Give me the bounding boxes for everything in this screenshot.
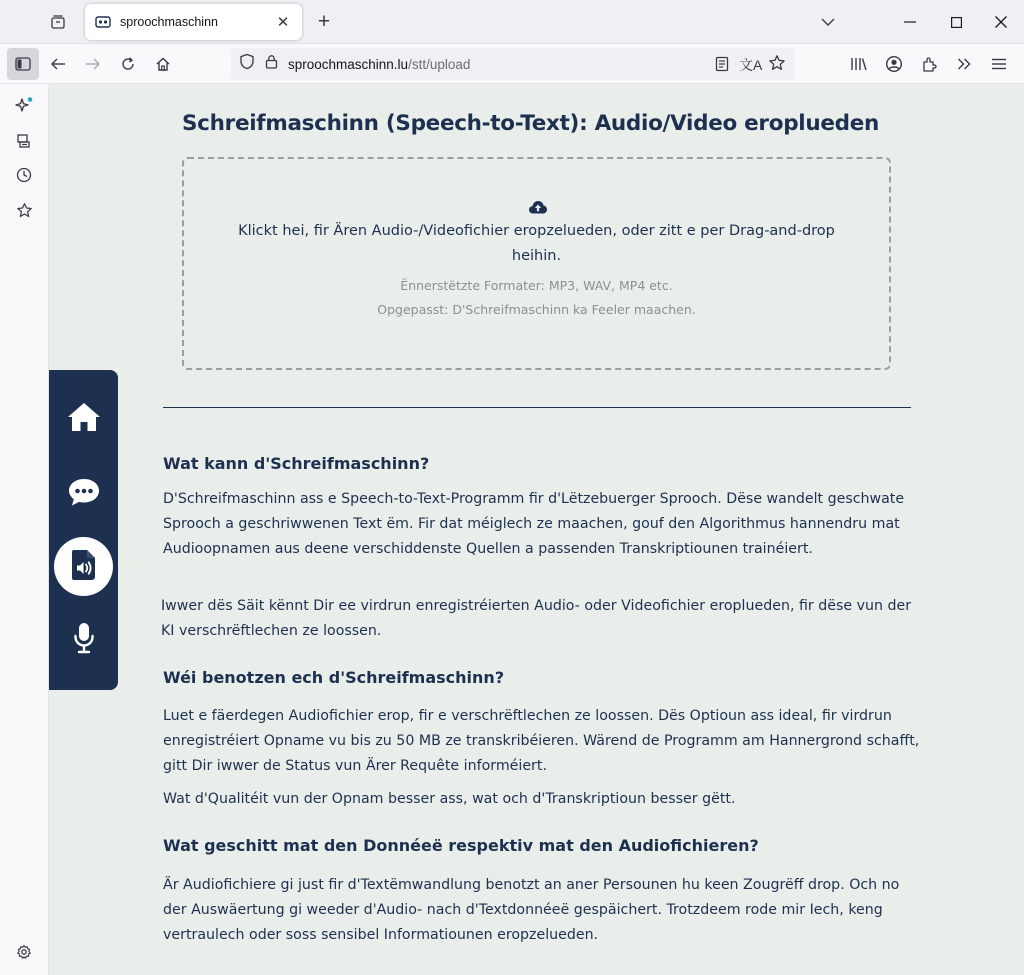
bookmark-star-icon[interactable]: [768, 54, 786, 77]
sidebar-settings-gear-icon[interactable]: [13, 941, 35, 963]
nav-microphone-button[interactable]: [54, 610, 113, 669]
page-content: [49, 84, 1024, 975]
maximize-window-button[interactable]: [939, 8, 973, 36]
app-menu-icon[interactable]: [983, 48, 1015, 80]
nav-chat-button[interactable]: [54, 464, 113, 523]
sidebar-toggle-button[interactable]: [7, 48, 39, 80]
address-bar[interactable]: [231, 48, 794, 80]
url-host: sproochmaschinn.lu: [288, 56, 409, 72]
account-icon[interactable]: [878, 48, 910, 80]
site-nav-sidebar: [49, 370, 118, 690]
ai-chatbot-sparkle-icon[interactable]: [13, 95, 35, 117]
close-tab-icon[interactable]: ✕: [276, 14, 290, 31]
bookmarks-star-icon[interactable]: [13, 199, 35, 221]
extensions-icon[interactable]: [913, 48, 945, 80]
lock-icon[interactable]: [265, 54, 278, 74]
page-title: Schreifmaschinn (Speech-to-Text): Audio/Video eroplueden: [182, 111, 880, 136]
section-heading-how: Wéi benotzen ech d'Schreifmaschinn?: [163, 668, 505, 687]
minimize-window-button[interactable]: [893, 8, 927, 36]
forward-button[interactable]: [77, 48, 109, 80]
navigation-toolbar: [0, 44, 1024, 84]
supported-formats-note: Ënnerstëtzte Formater: MP3, WAV, MP4 etc.: [400, 278, 673, 293]
new-tab-button[interactable]: +: [317, 10, 331, 33]
section-paragraph: Wat d'Qualitéit vun der Opnam besser ass, wat och d'Transkriptioun besser gëtt.: [163, 791, 736, 807]
translate-icon[interactable]: 文A: [739, 57, 763, 73]
nav-speech-to-text-button[interactable]: [54, 537, 113, 596]
section-paragraph: Luet e fäerdegen Audiofichier erop, fir e verschrëftlechen ze loossen. Dës Optioun ass ideal, fir virdrun enregistréiert Opname vu bis zu 50 MB ze transkribéieren. Wärend de Programm am Hannergrond schafft, gitt Dir iwwer de Status vun Ärer Requête informéiert.: [163, 708, 920, 774]
overflow-chevron-icon[interactable]: [948, 48, 980, 80]
url-text[interactable]: [288, 57, 470, 72]
back-button[interactable]: [42, 48, 74, 80]
tab-strip: [0, 0, 1024, 44]
history-clock-icon[interactable]: [13, 164, 35, 186]
tracking-protection-shield-icon[interactable]: [239, 53, 255, 75]
browser-sidebar: [0, 84, 49, 975]
close-window-button[interactable]: [984, 8, 1018, 36]
home-button[interactable]: [147, 48, 179, 80]
reload-button[interactable]: [112, 48, 144, 80]
cloud-upload-icon: [528, 199, 548, 219]
nav-home-button[interactable]: [54, 389, 113, 448]
section-paragraph: Är Audiofichiere gi just fir d'Textëmwandlung benotzt an aner Persounen hu keen Zougrëff drop. Och no der Auswäertung gi weeder d'Audio- nach d'Textdonnéeë gespäichert. Trotzdeem rode mir Iech, keng vertraulech oder soss sensibel Informatiounen eropzelueden.: [163, 877, 900, 943]
section-heading-what: Wat kann d'Schreifmaschinn?: [163, 454, 430, 473]
section-paragraph: D'Schreifmaschinn ass e Speech-to-Text-Programm fir d'Lëtzebuerger Sprooch. Dëse wandelt geschwate Sprooch a geschriwwenen Text ëm. Fir dat méiglech ze maachen, gouf den Algorithmus hannendru mat Audioopnamen aus deene verschiddenste Quellen a passenden Transkriptiounen trainéiert.: [163, 491, 905, 557]
section-divider: [163, 407, 911, 408]
url-path: /stt/upload: [408, 56, 471, 72]
home-icon: [66, 401, 102, 437]
firefox-view-icon[interactable]: [46, 10, 70, 34]
microphone-icon: [73, 622, 95, 658]
upload-dropzone[interactable]: [182, 157, 891, 370]
synced-tabs-icon[interactable]: [13, 130, 35, 152]
audio-file-icon: [71, 549, 97, 585]
library-icon[interactable]: [843, 48, 875, 80]
browser-tab[interactable]: [85, 4, 302, 40]
section-heading-data: Wat geschitt mat den Donnéeë respektiv mat den Audiofichieren?: [163, 836, 759, 855]
tab-title: sproochmaschinn: [120, 15, 218, 29]
dropzone-instruction: Klickt hei, fir Ären Audio-/Videofichier eropzelueden, oder zitt e per Drag-and-drop heihin.: [238, 223, 835, 264]
site-favicon-icon: [95, 14, 111, 30]
reader-view-icon[interactable]: [715, 56, 729, 77]
chat-icon: [67, 477, 101, 511]
section-paragraph: Iwwer dës Säit kënnt Dir ee virdrun enregistréierten Audio- oder Videofichier eroplueden, fir dëse vun der KI verschrëftlechen ze loossen.: [161, 598, 912, 639]
error-warning-note: Opgepasst: D'Schreifmaschinn ka Feeler maachen.: [377, 302, 696, 317]
list-all-tabs-icon[interactable]: [811, 8, 845, 36]
